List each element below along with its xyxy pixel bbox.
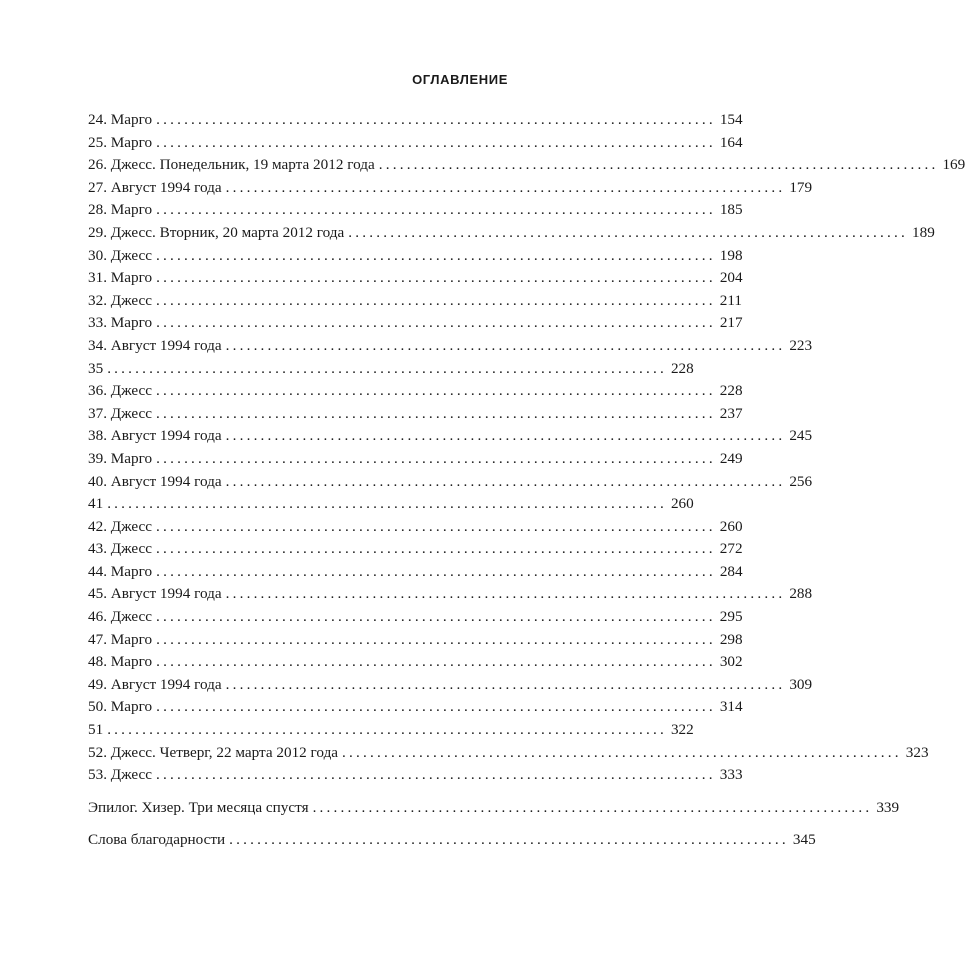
- toc-entry-page: 228: [719, 382, 743, 400]
- dot-leader: ................................................................................: [378, 156, 939, 174]
- toc-entry-title: 53. Джесс: [88, 766, 153, 784]
- table-of-contents: [88, 109, 965, 852]
- toc-entry-page: 339: [876, 798, 900, 816]
- toc-entry[interactable]: [88, 380, 743, 403]
- toc-entry-epilogue[interactable]: [88, 797, 900, 820]
- toc-entry-page: 298: [719, 630, 743, 648]
- dot-leader: ................................................................................: [156, 291, 716, 309]
- toc-entry-title: 25. Марго: [88, 133, 153, 151]
- toc-entry-page: 198: [719, 246, 743, 264]
- toc-entry-title: 46. Джесс: [88, 608, 153, 626]
- section-gap: [88, 819, 509, 829]
- toc-entry[interactable]: [88, 651, 743, 674]
- toc-entry-page: 295: [719, 608, 743, 626]
- toc-entry-title: 24. Марго: [88, 111, 153, 128]
- dot-leader: ................................................................................: [156, 653, 716, 671]
- dot-leader: ................................................................................: [156, 246, 716, 264]
- dot-leader: ................................................................................: [342, 743, 902, 761]
- toc-entry-page: 260: [719, 517, 743, 535]
- toc-entry[interactable]: [88, 335, 813, 358]
- dot-leader: ................................................................................: [225, 336, 786, 354]
- toc-entry-title: 32. Джесс: [88, 291, 153, 309]
- dot-leader: ................................................................................: [156, 630, 716, 648]
- dot-leader: ................................................................................: [225, 675, 786, 693]
- toc-entry-title: 29. Джесс. Вторник, 20 марта 2012 года: [88, 223, 345, 241]
- dot-leader: ................................................................................: [229, 831, 789, 849]
- toc-entry-title: 37. Джесс: [88, 404, 153, 422]
- dot-leader: ................................................................................: [156, 698, 716, 716]
- dot-leader: ................................................................................: [156, 766, 716, 784]
- toc-entry-title: 39. Марго: [88, 449, 153, 467]
- toc-entry-page: 249: [719, 449, 743, 467]
- toc-entry-page: 185: [719, 201, 743, 219]
- dot-leader: ................................................................................: [156, 269, 716, 287]
- toc-entry-title: 48. Марго: [88, 653, 153, 671]
- dot-leader: ................................................................................: [156, 111, 716, 128]
- dot-leader: ................................................................................: [156, 404, 716, 422]
- toc-entry-title: 50. Марго: [88, 698, 153, 716]
- toc-entry-page: 302: [719, 653, 743, 671]
- toc-entry-page: 237: [719, 404, 743, 422]
- toc-entry[interactable]: [88, 403, 743, 426]
- toc-entry-page: 284: [719, 562, 743, 580]
- dot-leader: ................................................................................: [225, 585, 786, 603]
- toc-entry[interactable]: [88, 199, 743, 222]
- toc-entry[interactable]: [88, 629, 743, 652]
- toc-entry-title: 45. Август 1994 года: [88, 585, 222, 603]
- toc-entry[interactable]: [88, 561, 743, 584]
- toc-entry-title: 30. Джесс: [88, 246, 153, 264]
- toc-entry-page: 260: [670, 495, 694, 513]
- toc-entry-title: 41: [88, 495, 104, 513]
- dot-leader: ................................................................................: [225, 427, 786, 445]
- dot-leader: ................................................................................: [156, 608, 716, 626]
- toc-entry-title: 47. Марго: [88, 630, 153, 648]
- toc-entry-page: 272: [719, 540, 743, 558]
- dot-leader: ................................................................................: [225, 178, 786, 196]
- dot-leader: ................................................................................: [312, 798, 873, 816]
- toc-entry[interactable]: [88, 606, 743, 629]
- toc-entry[interactable]: [88, 493, 694, 516]
- toc-entry[interactable]: [88, 674, 813, 697]
- toc-entry-title: 31. Марго: [88, 269, 153, 287]
- toc-entry[interactable]: [88, 516, 743, 539]
- toc-entry[interactable]: [88, 719, 694, 742]
- toc-entry-page: 164: [719, 133, 743, 151]
- toc-entry[interactable]: [88, 154, 965, 177]
- toc-entry-title: Слова благодарности: [88, 831, 226, 849]
- toc-entry[interactable]: [88, 471, 813, 494]
- dot-leader: ................................................................................: [156, 449, 716, 467]
- toc-entry-page: 189: [912, 223, 935, 241]
- toc-entry-page: 256: [789, 472, 813, 490]
- toc-entry-title: 36. Джесс: [88, 382, 153, 400]
- toc-entry[interactable]: [88, 245, 743, 268]
- toc-entry-page: 288: [789, 585, 813, 603]
- dot-leader: ................................................................................: [156, 201, 716, 219]
- toc-entry-page: 169: [942, 156, 965, 174]
- toc-entry[interactable]: [88, 132, 743, 155]
- toc-entry-title: 35: [88, 359, 104, 377]
- toc-entry[interactable]: [88, 267, 743, 290]
- toc-entry-page: 228: [670, 359, 694, 377]
- toc-entry-title: 51: [88, 721, 104, 739]
- toc-entry[interactable]: [88, 538, 743, 561]
- toc-entry-page: 179: [789, 178, 813, 196]
- toc-entry[interactable]: [88, 448, 743, 471]
- toc-entry-title: Эпилог. Хизер. Три месяца спустя: [88, 798, 309, 816]
- toc-entry[interactable]: [88, 742, 929, 765]
- toc-entry[interactable]: [88, 358, 694, 381]
- dot-leader: ................................................................................: [348, 223, 908, 241]
- toc-entry-page: 322: [670, 721, 694, 739]
- toc-entry-page: 309: [789, 675, 813, 693]
- dot-leader: ................................................................................: [156, 133, 716, 151]
- page-title: ОГЛАВЛЕНИЕ: [412, 72, 508, 87]
- toc-entry-acknowledgements[interactable]: [88, 829, 816, 852]
- toc-entry-title: 34. Август 1994 года: [88, 336, 222, 354]
- dot-leader: ................................................................................: [107, 495, 667, 513]
- toc-entry-title: 42. Джесс: [88, 517, 153, 535]
- toc-entry-page: 245: [789, 427, 813, 445]
- toc-entry-title: 43. Джесс: [88, 540, 153, 558]
- dot-leader: ................................................................................: [156, 517, 716, 535]
- toc-entry-title: 52. Джесс. Четверг, 22 марта 2012 года: [88, 743, 339, 761]
- toc-entry-page: 154: [719, 111, 743, 128]
- dot-leader: ................................................................................: [156, 314, 716, 332]
- toc-entry-title: 49. Август 1994 года: [88, 675, 222, 693]
- toc-entry[interactable]: [88, 583, 813, 606]
- dot-leader: ................................................................................: [156, 562, 716, 580]
- dot-leader: ................................................................................: [225, 472, 786, 490]
- toc-entry-title: 33. Марго: [88, 314, 153, 332]
- toc-entry-page: 217: [719, 314, 743, 332]
- toc-entry[interactable]: [88, 222, 935, 245]
- toc-entry-page: 333: [719, 766, 743, 784]
- toc-entry-title: 28. Марго: [88, 201, 153, 219]
- toc-entry-page: 211: [719, 291, 743, 309]
- toc-entry-title: 40. Август 1994 года: [88, 472, 222, 490]
- toc-entry-title: 27. Август 1994 года: [88, 178, 222, 196]
- toc-entry-title: 26. Джесс. Понедельник, 19 марта 2012 года: [88, 156, 375, 174]
- toc-entry[interactable]: [88, 290, 743, 313]
- section-gap: [88, 787, 509, 797]
- toc-entry[interactable]: [88, 764, 743, 787]
- toc-entry[interactable]: [88, 696, 743, 719]
- toc-entry-title: 38. Август 1994 года: [88, 427, 222, 445]
- toc-entry-page: 314: [719, 698, 743, 716]
- toc-entry-page: 223: [789, 336, 813, 354]
- dot-leader: ................................................................................: [156, 382, 716, 400]
- dot-leader: ................................................................................: [107, 359, 667, 377]
- dot-leader: ................................................................................: [156, 540, 716, 558]
- toc-entry-page: 323: [905, 743, 929, 761]
- toc-entry[interactable]: [88, 177, 813, 200]
- toc-entry-page: 204: [719, 269, 743, 287]
- toc-entry[interactable]: [88, 425, 813, 448]
- toc-entry[interactable]: [88, 109, 743, 132]
- toc-entry[interactable]: [88, 312, 743, 335]
- dot-leader: ................................................................................: [107, 721, 667, 739]
- chapter-list: [88, 109, 965, 787]
- toc-entry-title: 44. Марго: [88, 562, 153, 580]
- toc-entry-page: 345: [792, 831, 816, 849]
